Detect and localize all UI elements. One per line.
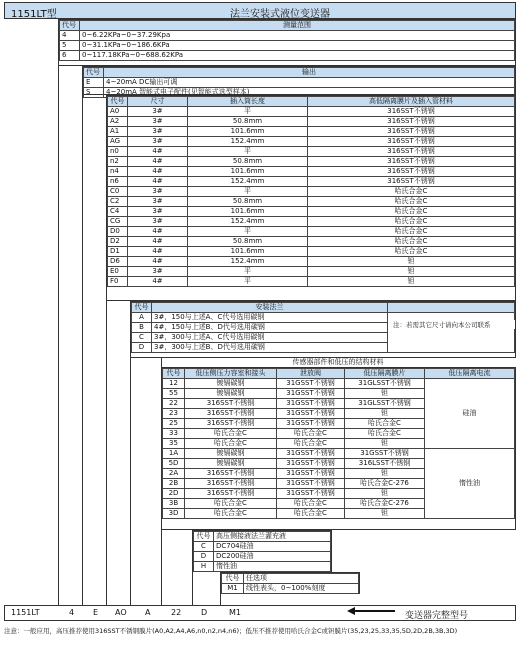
flange-table (130, 301, 516, 358)
header-cell: 任选项 (244, 574, 359, 584)
size-cell: 4# (128, 247, 188, 257)
material-cell: 钽 (308, 267, 515, 277)
length-cell: 平 (188, 187, 308, 197)
drain-valve-cell: 31GSST不锈钢 (277, 469, 345, 479)
flange-note: 注：若需其它尺寸请向本公司联系 (393, 320, 515, 329)
options-table (220, 572, 360, 594)
diaphragm-cell: 31GLSST不锈钢 (345, 379, 425, 389)
table-row (108, 207, 515, 217)
material-cell: 316SST不锈钢 (308, 177, 515, 187)
table-row (108, 237, 515, 247)
code-cell: A1 (108, 127, 128, 137)
length-cell: 50.8mm (188, 117, 308, 127)
length-cell: 平 (188, 267, 308, 277)
model-part: M1 (229, 608, 241, 617)
diaphragm-cell: 钽 (345, 439, 425, 449)
value-cell: 3#，300与上述A、C代号选用碳钢 (152, 333, 388, 343)
header-cell: 代号 (222, 574, 244, 584)
code-cell: 3D (163, 509, 185, 519)
value-cell: 4~20mA DC输出可调 (104, 78, 515, 88)
material-cell: 哈氏合金C (308, 217, 515, 227)
code-cell: D1 (108, 247, 128, 257)
code-cell: H (194, 562, 214, 572)
header-cell: 泄放阀 (277, 369, 345, 379)
code-cell: D2 (108, 237, 128, 247)
material-cell: 316SST不锈钢 (308, 157, 515, 167)
material-cell: 哈氏合金C (308, 187, 515, 197)
code-cell: 5 (60, 41, 80, 51)
code-cell: CG (108, 217, 128, 227)
table-row (108, 107, 515, 117)
code-cell: A0 (108, 107, 128, 117)
diaphragm-cell: 哈氏合金C-276 (345, 499, 425, 509)
diaphragm-cell: 钽 (345, 509, 425, 519)
chamber-cell: 镀镉碳钢 (185, 389, 277, 399)
table-row (163, 379, 515, 389)
model-part: 22 (171, 608, 182, 617)
model-part: D (201, 608, 208, 617)
range-table (58, 19, 516, 66)
table-row (108, 227, 515, 237)
table-row (108, 127, 515, 137)
table-row (108, 137, 515, 147)
size-cell: 4# (128, 167, 188, 177)
structure-caption: 传感器部件和低压的结构材料 (292, 358, 384, 366)
size-cell: 4# (128, 227, 188, 237)
table-row (108, 277, 515, 287)
size-cell: 3# (128, 267, 188, 277)
chamber-cell: 316SST不锈钢 (185, 419, 277, 429)
code-cell: 22 (163, 399, 185, 409)
header-cell: 代号 (60, 21, 80, 31)
code-cell: 2D (163, 489, 185, 499)
model-part: 1151LT (11, 608, 40, 617)
header-cell (388, 303, 515, 313)
code-cell: C4 (108, 207, 128, 217)
value-cell: 线性表头，0~100%刻度 (244, 584, 359, 594)
length-cell: 平 (188, 147, 308, 157)
drain-valve-cell: 31GSST不锈钢 (277, 459, 345, 469)
chamber-cell: 316SST不锈钢 (185, 399, 277, 409)
code-cell: n6 (108, 177, 128, 187)
code-cell: E0 (108, 267, 128, 277)
diaphragm-cell: 钽 (345, 389, 425, 399)
value-cell: 惰性油 (214, 562, 331, 572)
size-cell: 4# (128, 147, 188, 157)
table-row (108, 157, 515, 167)
material-cell: 钽 (308, 257, 515, 267)
length-cell: 平 (188, 107, 308, 117)
size-cell: 4# (128, 277, 188, 287)
model-part: AO (115, 608, 127, 617)
code-cell: n0 (108, 147, 128, 157)
table-row (108, 267, 515, 277)
code-cell: 33 (163, 429, 185, 439)
drain-valve-cell: 哈氏合金C (277, 429, 345, 439)
size-cell: 3# (128, 207, 188, 217)
diaphragm-cell: 钽 (345, 469, 425, 479)
header-cell: 代号 (132, 303, 152, 313)
table-row (108, 257, 515, 267)
material-cell: 哈氏合金C (308, 237, 515, 247)
fill-fluid-cell: 惰性油 (425, 449, 515, 519)
header-cell: 尺寸 (128, 97, 188, 107)
diaphragm-cell: 哈氏合金C-276 (345, 479, 425, 489)
size-cell: 3# (128, 197, 188, 207)
table-row (108, 167, 515, 177)
diaphragm-cell: 钽 (345, 409, 425, 419)
drain-valve-cell: 31GSST不锈钢 (277, 379, 345, 389)
output-table (82, 66, 516, 95)
chamber-cell: 哈氏合金C (185, 439, 277, 449)
chamber-cell: 316SST不锈钢 (185, 469, 277, 479)
length-cell: 50.8mm (188, 157, 308, 167)
header-cell: 测量范围 (80, 21, 515, 31)
chamber-cell: 镀镉碳钢 (185, 459, 277, 469)
length-cell: 50.8mm (188, 237, 308, 247)
header-cell: 低压隔离电流 (425, 369, 515, 379)
model-part: 4 (69, 608, 75, 617)
length-cell: 101.6mm (188, 127, 308, 137)
code-cell: M1 (222, 584, 244, 594)
header-cell: 插入筒长度 (188, 97, 308, 107)
chamber-cell: 316SST不锈钢 (185, 479, 277, 489)
material-cell: 316SST不锈钢 (308, 167, 515, 177)
diaphragm-cell: 316LSST不锈钢 (345, 459, 425, 469)
header-cell: 低压隔离膜片 (345, 369, 425, 379)
material-cell: 哈氏合金C (308, 227, 515, 237)
drain-valve-cell: 31GSST不锈钢 (277, 389, 345, 399)
fill-table (192, 530, 332, 572)
length-cell: 平 (188, 277, 308, 287)
drain-valve-cell: 31GSST不锈钢 (277, 479, 345, 489)
model-part: A (145, 608, 151, 617)
code-cell: 12 (163, 379, 185, 389)
code-cell: D (132, 343, 152, 353)
material-cell: 316SST不锈钢 (308, 127, 515, 137)
note-cell (388, 313, 515, 353)
length-cell: 101.6mm (188, 247, 308, 257)
drain-valve-cell: 31GSST不锈钢 (277, 489, 345, 499)
table-row (163, 449, 515, 459)
code-cell: 35 (163, 439, 185, 449)
table-row (108, 147, 515, 157)
structure-table (161, 367, 516, 530)
size-cell: 4# (128, 257, 188, 267)
material-cell: 316SST不锈钢 (308, 137, 515, 147)
model-example-bar (4, 605, 516, 621)
code-cell: D0 (108, 227, 128, 237)
code-cell: 4 (60, 31, 80, 41)
drain-valve-cell: 31GSST不锈钢 (277, 399, 345, 409)
table-row (108, 197, 515, 207)
table-row (108, 117, 515, 127)
size-cell: 4# (128, 237, 188, 247)
code-cell: D (194, 552, 214, 562)
insert-table (106, 95, 516, 301)
length-cell: 101.6mm (188, 167, 308, 177)
value-cell: DC200硅油 (214, 552, 331, 562)
code-cell: n4 (108, 167, 128, 177)
chamber-cell: 镀镉碳钢 (185, 449, 277, 459)
code-cell: D6 (108, 257, 128, 267)
drain-valve-cell: 31GSST不锈钢 (277, 409, 345, 419)
code-cell: AG (108, 137, 128, 147)
header-cell: 代号 (108, 97, 128, 107)
code-cell: 23 (163, 409, 185, 419)
code-cell: 3B (163, 499, 185, 509)
drain-valve-cell: 哈氏合金C (277, 509, 345, 519)
value-cell: 3#，300与上述B、D代号选用碳钢 (152, 343, 388, 353)
size-cell: 3# (128, 127, 188, 137)
code-cell: 5D (163, 459, 185, 469)
material-cell: 哈氏合金C (308, 247, 515, 257)
size-cell: 3# (128, 217, 188, 227)
model-label: 变送器完整型号 (405, 611, 469, 621)
size-cell: 3# (128, 187, 188, 197)
code-cell: 1A (163, 449, 185, 459)
table-row (108, 177, 515, 187)
code-cell: 2A (163, 469, 185, 479)
header-cell: 高低隔离膜片及插入管材料 (308, 97, 515, 107)
code-cell: C0 (108, 187, 128, 197)
left-arrow-icon (355, 610, 395, 612)
length-cell: 152.4mm (188, 257, 308, 267)
material-cell: 316SST不锈钢 (308, 117, 515, 127)
code-cell: F0 (108, 277, 128, 287)
size-cell: 3# (128, 117, 188, 127)
chamber-cell: 哈氏合金C (185, 499, 277, 509)
bracket-line (82, 73, 83, 605)
footer-note: 注意：一般应用，高压推荐使用316SST不锈钢膜片(A0,A2,A4,A6,n0,n2,n4,n6)；低压不推荐使用哈氏合金C或钽膜片(35,23,25,33,35,5D,2D,2B,3B,3D) (4, 627, 458, 635)
chamber-cell: 316SST不锈钢 (185, 409, 277, 419)
code-cell: n2 (108, 157, 128, 167)
header-cell: 代号 (194, 532, 214, 542)
header-cell: 安装法兰 (152, 303, 388, 313)
value-cell: 0~117.18KPa~0~688.62KPa (80, 51, 515, 61)
length-cell: 152.4mm (188, 217, 308, 227)
code-cell: 6 (60, 51, 80, 61)
drain-valve-cell: 31GSST不锈钢 (277, 419, 345, 429)
value-cell: 3#，150与上述A、C代号选用碳钢 (152, 313, 388, 323)
diaphragm-cell: 钽 (345, 489, 425, 499)
code-cell: A2 (108, 117, 128, 127)
code-cell: 2B (163, 479, 185, 489)
diaphragm-cell: 31GLSST不锈钢 (345, 399, 425, 409)
chamber-cell: 镀镉碳钢 (185, 379, 277, 389)
material-cell: 哈氏合金C (308, 207, 515, 217)
code-cell: 55 (163, 389, 185, 399)
material-cell: 316SST不锈钢 (308, 147, 515, 157)
table-row (108, 217, 515, 227)
diaphragm-cell: 哈氏合金C (345, 419, 425, 429)
code-cell: A (132, 313, 152, 323)
length-cell: 50.8mm (188, 197, 308, 207)
size-cell: 3# (128, 107, 188, 117)
code-cell: 25 (163, 419, 185, 429)
chamber-cell: 316SST不锈钢 (185, 489, 277, 499)
material-cell: 316SST不锈钢 (308, 107, 515, 117)
value-cell: 4~20mA 智能式电子配件(见智能式选型样本) (104, 88, 515, 98)
code-cell: B (132, 323, 152, 333)
code-cell: E (84, 78, 104, 88)
code-cell: S (84, 88, 104, 98)
chamber-cell: 哈氏合金C (185, 429, 277, 439)
model-part: E (93, 608, 99, 617)
length-cell: 平 (188, 227, 308, 237)
value-cell: 4#，150与上述B、D代号选用碳钢 (152, 323, 388, 333)
length-cell: 152.4mm (188, 177, 308, 187)
header-cell: 代号 (163, 369, 185, 379)
drain-valve-cell: 哈氏合金C (277, 499, 345, 509)
diaphragm-cell: 31GSST不锈钢 (345, 449, 425, 459)
length-cell: 152.4mm (188, 137, 308, 147)
fill-fluid-cell: 硅油 (425, 379, 515, 449)
drain-valve-cell: 哈氏合金C (277, 439, 345, 449)
value-cell: 0~6.22KPa~0~37.29Kpa (80, 31, 515, 41)
header-cell: 高压侧接液法兰灌充液 (214, 532, 331, 542)
diaphragm-cell: 哈氏合金C (345, 429, 425, 439)
size-cell: 4# (128, 157, 188, 167)
model-title: 1151LT型 (11, 9, 57, 20)
code-cell: C (132, 333, 152, 343)
drain-valve-cell: 31GSST不锈钢 (277, 449, 345, 459)
table-row (108, 187, 515, 197)
size-cell: 4# (128, 177, 188, 187)
material-cell: 钽 (308, 277, 515, 287)
code-cell: C2 (108, 197, 128, 207)
value-cell: DC704硅油 (214, 542, 331, 552)
length-cell: 101.6mm (188, 207, 308, 217)
value-cell: 0~31.1KPa~0~186.6KPa (80, 41, 515, 51)
material-cell: 哈氏合金C (308, 197, 515, 207)
chamber-cell: 哈氏合金C (185, 509, 277, 519)
page-title: 法兰安装式液位变送器 (230, 9, 330, 20)
bracket-line (58, 19, 59, 605)
table-row (108, 247, 515, 257)
title-bar (4, 2, 516, 19)
header-cell: 低压侧压力容室和接头 (185, 369, 277, 379)
header-cell: 输出 (104, 68, 515, 78)
code-cell: C (194, 542, 214, 552)
size-cell: 3# (128, 137, 188, 147)
header-cell: 代号 (84, 68, 104, 78)
